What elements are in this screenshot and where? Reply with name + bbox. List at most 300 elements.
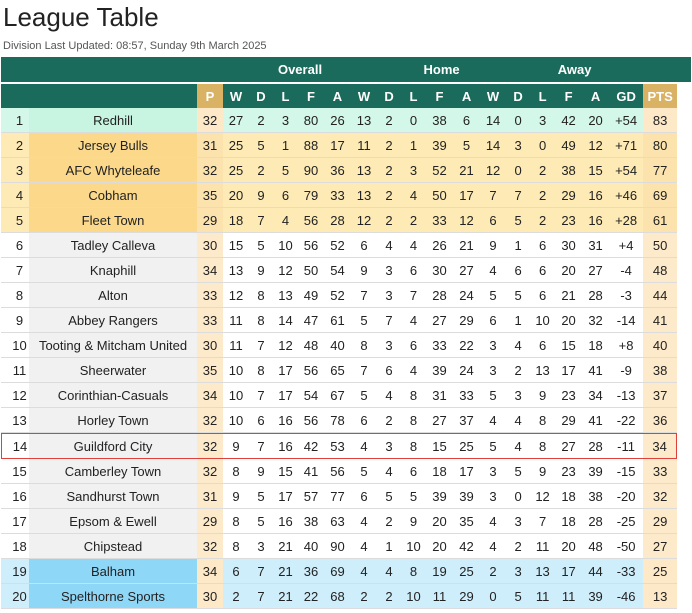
- stat-cell-gd: +28: [609, 208, 643, 233]
- stat-cell-away-f: 21: [555, 283, 582, 308]
- stat-cell-pts: 29: [643, 509, 677, 534]
- stat-cell-p: 31: [197, 133, 223, 158]
- table-row: [1, 383, 691, 408]
- stat-cell-home-l: 4: [401, 183, 426, 208]
- stat-cell-overall-f: 80: [298, 108, 324, 133]
- stat-cell-overall-w: 27: [223, 108, 249, 133]
- position-cell: 9: [1, 308, 29, 333]
- stat-cell-overall-d: 2: [249, 108, 273, 133]
- stat-cell-home-a: 21: [453, 233, 480, 258]
- stat-cell-home-a: 39: [453, 484, 480, 509]
- table-row: [1, 283, 691, 308]
- stat-cell-overall-d: 5: [249, 133, 273, 158]
- stat-cell-overall-l: 10: [273, 233, 298, 258]
- team-name-link[interactable]: Epsom & Ewell: [29, 509, 197, 534]
- stat-cell-home-w: 4: [351, 433, 377, 459]
- stat-cell-away-a: 28: [582, 433, 609, 459]
- stat-cell-home-d: 4: [377, 233, 401, 258]
- stat-cell-p: 35: [197, 183, 223, 208]
- stat-cell-home-a: 25: [453, 433, 480, 459]
- stat-cell-away-w: 2: [480, 559, 506, 584]
- group-header-overall: Overall: [223, 57, 377, 84]
- stat-cell-home-w: 13: [351, 158, 377, 183]
- group-header-home: Home: [377, 57, 506, 84]
- stat-cell-home-w: 8: [351, 333, 377, 358]
- stat-cell-overall-w: 9: [223, 484, 249, 509]
- stat-cell-home-f: 20: [426, 509, 453, 534]
- stat-cell-away-a: 16: [582, 208, 609, 233]
- stat-cell-away-w: 6: [480, 308, 506, 333]
- stat-cell-overall-w: 15: [223, 233, 249, 258]
- team-name-link[interactable]: Chipstead: [29, 534, 197, 559]
- stat-cell-p: 29: [197, 208, 223, 233]
- position-cell: 2: [1, 133, 29, 158]
- stat-cell-overall-w: 11: [223, 308, 249, 333]
- stat-cell-overall-a: 52: [324, 233, 351, 258]
- stat-cell-overall-l: 13: [273, 283, 298, 308]
- stat-cell-p: 32: [197, 108, 223, 133]
- stat-cell-away-w: 5: [480, 283, 506, 308]
- stat-cell-home-a: 42: [453, 534, 480, 559]
- column-header-position: [1, 84, 29, 108]
- stat-cell-home-l: 4: [401, 308, 426, 333]
- stat-cell-away-d: 3: [506, 133, 530, 158]
- stat-cell-home-d: 2: [377, 133, 401, 158]
- stat-cell-overall-w: 10: [223, 408, 249, 433]
- stat-cell-overall-a: 17: [324, 133, 351, 158]
- stat-cell-gd: -13: [609, 383, 643, 408]
- table-row: [1, 408, 691, 433]
- stat-cell-overall-d: 2: [249, 158, 273, 183]
- stat-cell-overall-w: 2: [223, 584, 249, 609]
- stat-cell-overall-w: 18: [223, 208, 249, 233]
- stat-cell-away-a: 34: [582, 383, 609, 408]
- stat-cell-away-l: 0: [530, 133, 555, 158]
- table-row: [1, 584, 691, 609]
- stat-cell-home-f: 33: [426, 333, 453, 358]
- stat-cell-overall-d: 9: [249, 183, 273, 208]
- stat-cell-home-a: 12: [453, 208, 480, 233]
- stat-cell-pts: 32: [643, 484, 677, 509]
- stat-cell-home-l: 7: [401, 283, 426, 308]
- stat-cell-away-w: 4: [480, 408, 506, 433]
- stat-cell-home-a: 22: [453, 333, 480, 358]
- stat-cell-overall-d: 5: [249, 484, 273, 509]
- stat-cell-away-d: 6: [506, 258, 530, 283]
- stat-cell-pts: 38: [643, 358, 677, 383]
- team-name-link[interactable]: Guildford City: [29, 433, 197, 459]
- stat-cell-overall-l: 21: [273, 559, 298, 584]
- stat-cell-p: 34: [197, 383, 223, 408]
- stat-cell-away-f: 30: [555, 233, 582, 258]
- stat-cell-p: 35: [197, 358, 223, 383]
- stat-cell-overall-d: 9: [249, 258, 273, 283]
- stat-cell-overall-d: 3: [249, 534, 273, 559]
- stat-cell-home-w: 6: [351, 408, 377, 433]
- stat-cell-gd: -3: [609, 283, 643, 308]
- stat-cell-away-a: 39: [582, 584, 609, 609]
- stat-cell-away-f: 29: [555, 408, 582, 433]
- stat-cell-overall-a: 53: [324, 433, 351, 459]
- stat-cell-overall-l: 17: [273, 358, 298, 383]
- table-row: [1, 509, 691, 534]
- stat-cell-away-w: 3: [480, 333, 506, 358]
- stat-cell-overall-l: 12: [273, 258, 298, 283]
- table-row: [1, 183, 691, 208]
- stat-cell-away-d: 4: [506, 333, 530, 358]
- column-header-away-w: W: [480, 84, 506, 108]
- column-header-overall-l: L: [273, 84, 298, 108]
- stat-cell-overall-a: 52: [324, 283, 351, 308]
- stat-cell-home-a: 29: [453, 584, 480, 609]
- stat-cell-overall-l: 16: [273, 509, 298, 534]
- stat-cell-home-d: 2: [377, 509, 401, 534]
- stat-cell-home-l: 10: [401, 534, 426, 559]
- stat-cell-home-a: 17: [453, 183, 480, 208]
- stat-cell-away-f: 11: [555, 584, 582, 609]
- stat-cell-home-w: 5: [351, 383, 377, 408]
- stat-cell-overall-a: 65: [324, 358, 351, 383]
- column-header-gd: GD: [609, 84, 643, 108]
- stat-cell-home-l: 4: [401, 358, 426, 383]
- table-row: [1, 133, 691, 158]
- stat-cell-away-l: 6: [530, 333, 555, 358]
- stat-cell-overall-a: 33: [324, 183, 351, 208]
- stat-cell-away-l: 6: [530, 233, 555, 258]
- stat-cell-home-l: 5: [401, 484, 426, 509]
- team-name-link[interactable]: Redhill: [29, 108, 197, 133]
- table-row: [1, 459, 691, 484]
- stat-cell-away-l: 9: [530, 459, 555, 484]
- stat-cell-p: 32: [197, 534, 223, 559]
- column-header-home-w: W: [351, 84, 377, 108]
- stat-cell-away-w: 4: [480, 509, 506, 534]
- stat-cell-p: 33: [197, 308, 223, 333]
- stat-cell-overall-f: 49: [298, 283, 324, 308]
- stat-cell-away-l: 6: [530, 258, 555, 283]
- stat-cell-p: 30: [197, 584, 223, 609]
- team-name-link[interactable]: Balham: [29, 559, 197, 584]
- column-header-overall-w: W: [223, 84, 249, 108]
- stat-cell-overall-w: 25: [223, 158, 249, 183]
- stat-cell-away-d: 5: [506, 283, 530, 308]
- stat-cell-overall-a: 36: [324, 158, 351, 183]
- stat-cell-overall-f: 50: [298, 258, 324, 283]
- stat-cell-pts: 41: [643, 308, 677, 333]
- team-name-link[interactable]: Horley Town: [29, 408, 197, 433]
- stat-cell-overall-a: 61: [324, 308, 351, 333]
- stat-cell-overall-w: 11: [223, 333, 249, 358]
- stat-cell-away-f: 20: [555, 308, 582, 333]
- stat-cell-home-f: 39: [426, 358, 453, 383]
- stat-cell-overall-l: 5: [273, 158, 298, 183]
- stat-cell-home-w: 12: [351, 208, 377, 233]
- stat-cell-pts: 37: [643, 383, 677, 408]
- team-name-link[interactable]: Sheerwater: [29, 358, 197, 383]
- column-header-away-a: A: [582, 84, 609, 108]
- stat-cell-away-w: 4: [480, 258, 506, 283]
- stat-cell-away-a: 32: [582, 308, 609, 333]
- team-name-link[interactable]: Knaphill: [29, 258, 197, 283]
- stat-cell-home-d: 4: [377, 383, 401, 408]
- stat-cell-home-f: 38: [426, 108, 453, 133]
- stat-cell-gd: -22: [609, 408, 643, 433]
- stat-cell-home-w: 7: [351, 283, 377, 308]
- table-row: [1, 208, 691, 233]
- stat-cell-overall-f: 36: [298, 559, 324, 584]
- stat-cell-home-f: 33: [426, 208, 453, 233]
- stat-cell-away-f: 18: [555, 484, 582, 509]
- stat-cell-away-a: 41: [582, 358, 609, 383]
- stat-cell-home-d: 2: [377, 208, 401, 233]
- stat-cell-home-w: 6: [351, 484, 377, 509]
- stat-cell-overall-d: 7: [249, 433, 273, 459]
- stat-cell-overall-a: 54: [324, 258, 351, 283]
- stat-cell-home-l: 6: [401, 459, 426, 484]
- stat-cell-away-l: 11: [530, 534, 555, 559]
- stat-cell-away-w: 0: [480, 584, 506, 609]
- stat-cell-overall-d: 7: [249, 559, 273, 584]
- team-name-link[interactable]: Spelthorne Sports: [29, 584, 197, 609]
- stat-cell-pts: 33: [643, 459, 677, 484]
- stat-cell-away-d: 1: [506, 308, 530, 333]
- stat-cell-overall-a: 26: [324, 108, 351, 133]
- stat-cell-home-l: 1: [401, 133, 426, 158]
- stat-cell-p: 31: [197, 484, 223, 509]
- stat-cell-overall-f: 56: [298, 358, 324, 383]
- group-header-spacer: [1, 57, 223, 84]
- position-cell: 5: [1, 208, 29, 233]
- stat-cell-home-l: 6: [401, 258, 426, 283]
- team-name-link[interactable]: Camberley Town: [29, 459, 197, 484]
- stat-cell-overall-l: 17: [273, 484, 298, 509]
- team-name-link[interactable]: Tooting & Mitcham United: [29, 333, 197, 358]
- stat-cell-away-l: 8: [530, 408, 555, 433]
- stat-cell-gd: +4: [609, 233, 643, 258]
- stat-cell-away-w: 9: [480, 233, 506, 258]
- stat-cell-pts: 50: [643, 233, 677, 258]
- stat-cell-away-a: 31: [582, 233, 609, 258]
- table-row: [1, 158, 691, 183]
- stat-cell-away-d: 5: [506, 584, 530, 609]
- team-name-link[interactable]: Alton: [29, 283, 197, 308]
- stat-cell-p: 32: [197, 408, 223, 433]
- table-row: [1, 433, 691, 459]
- stat-cell-away-a: 15: [582, 158, 609, 183]
- stat-cell-overall-d: 7: [249, 208, 273, 233]
- stat-cell-gd: +54: [609, 158, 643, 183]
- stat-cell-away-w: 3: [480, 459, 506, 484]
- stat-cell-away-w: 14: [480, 133, 506, 158]
- stat-cell-home-a: 17: [453, 459, 480, 484]
- stat-cell-away-d: 3: [506, 509, 530, 534]
- column-header-away-l: L: [530, 84, 555, 108]
- stat-cell-home-a: 6: [453, 108, 480, 133]
- stat-cell-pts: 83: [643, 108, 677, 133]
- stat-cell-overall-w: 8: [223, 459, 249, 484]
- stat-cell-away-f: 17: [555, 358, 582, 383]
- stat-cell-overall-f: 54: [298, 383, 324, 408]
- stat-cell-away-w: 4: [480, 534, 506, 559]
- team-name-link[interactable]: Tadley Calleva: [29, 233, 197, 258]
- stat-cell-overall-a: 56: [324, 459, 351, 484]
- team-name-link[interactable]: Fleet Town: [29, 208, 197, 233]
- stat-cell-home-d: 7: [377, 308, 401, 333]
- stat-cell-overall-w: 8: [223, 534, 249, 559]
- stat-cell-away-d: 7: [506, 183, 530, 208]
- stat-cell-overall-f: 47: [298, 308, 324, 333]
- position-cell: 17: [1, 509, 29, 534]
- stat-cell-home-d: 4: [377, 459, 401, 484]
- stat-cell-away-a: 28: [582, 509, 609, 534]
- stat-cell-pts: 48: [643, 258, 677, 283]
- position-cell: 8: [1, 283, 29, 308]
- stat-cell-home-f: 50: [426, 183, 453, 208]
- stat-cell-overall-d: 7: [249, 383, 273, 408]
- stat-cell-pts: 34: [643, 433, 677, 459]
- stat-cell-gd: -9: [609, 358, 643, 383]
- position-cell: 19: [1, 559, 29, 584]
- stat-cell-pts: 80: [643, 133, 677, 158]
- stat-cell-home-a: 33: [453, 383, 480, 408]
- stat-cell-overall-d: 7: [249, 584, 273, 609]
- position-cell: 1: [1, 108, 29, 133]
- stat-cell-gd: -50: [609, 534, 643, 559]
- team-name-link[interactable]: AFC Whyteleafe: [29, 158, 197, 183]
- stat-cell-overall-l: 21: [273, 584, 298, 609]
- stat-cell-away-l: 12: [530, 484, 555, 509]
- stat-cell-away-a: 27: [582, 258, 609, 283]
- stat-cell-away-l: 13: [530, 358, 555, 383]
- position-cell: 16: [1, 484, 29, 509]
- stat-cell-away-w: 3: [480, 484, 506, 509]
- stat-cell-overall-d: 6: [249, 408, 273, 433]
- stat-cell-overall-l: 6: [273, 183, 298, 208]
- stat-cell-home-f: 15: [426, 433, 453, 459]
- position-cell: 14: [1, 433, 29, 459]
- position-cell: 13: [1, 408, 29, 433]
- team-name-link[interactable]: Corinthian-Casuals: [29, 383, 197, 408]
- stat-cell-home-a: 5: [453, 133, 480, 158]
- stat-cell-home-f: 27: [426, 408, 453, 433]
- stat-cell-p: 30: [197, 333, 223, 358]
- column-header-home-d: D: [377, 84, 401, 108]
- stat-cell-away-l: 7: [530, 509, 555, 534]
- stat-cell-home-a: 27: [453, 258, 480, 283]
- stat-cell-home-l: 4: [401, 233, 426, 258]
- stat-cell-away-l: 9: [530, 383, 555, 408]
- stat-cell-overall-w: 12: [223, 283, 249, 308]
- stat-cell-home-w: 11: [351, 133, 377, 158]
- stat-cell-overall-d: 5: [249, 509, 273, 534]
- position-cell: 11: [1, 358, 29, 383]
- stat-cell-away-a: 38: [582, 484, 609, 509]
- stat-cell-away-d: 3: [506, 559, 530, 584]
- team-name-link[interactable]: Sandhurst Town: [29, 484, 197, 509]
- stat-cell-home-f: 19: [426, 559, 453, 584]
- team-name-link[interactable]: Abbey Rangers: [29, 308, 197, 333]
- stat-cell-overall-d: 9: [249, 459, 273, 484]
- column-header-row: [1, 84, 691, 108]
- stat-cell-away-f: 38: [555, 158, 582, 183]
- stat-cell-home-w: 9: [351, 258, 377, 283]
- stat-cell-pts: 69: [643, 183, 677, 208]
- stat-cell-home-l: 10: [401, 584, 426, 609]
- stat-cell-away-l: 8: [530, 433, 555, 459]
- stat-cell-overall-f: 79: [298, 183, 324, 208]
- league-table: [1, 57, 691, 609]
- stat-cell-away-f: 49: [555, 133, 582, 158]
- stat-cell-home-a: 24: [453, 283, 480, 308]
- stat-cell-home-f: 11: [426, 584, 453, 609]
- stat-cell-away-w: 12: [480, 158, 506, 183]
- table-row: [1, 333, 691, 358]
- column-header-away-f: F: [555, 84, 582, 108]
- column-header-away-d: D: [506, 84, 530, 108]
- stat-cell-overall-f: 56: [298, 208, 324, 233]
- stat-cell-home-f: 30: [426, 258, 453, 283]
- stat-cell-pts: 13: [643, 584, 677, 609]
- stat-cell-overall-l: 16: [273, 408, 298, 433]
- stat-cell-overall-a: 28: [324, 208, 351, 233]
- stat-cell-overall-w: 25: [223, 133, 249, 158]
- stat-cell-overall-f: 56: [298, 233, 324, 258]
- stat-cell-pts: 40: [643, 333, 677, 358]
- position-cell: 12: [1, 383, 29, 408]
- stat-cell-p: 29: [197, 509, 223, 534]
- stat-cell-overall-f: 88: [298, 133, 324, 158]
- stat-cell-away-f: 18: [555, 509, 582, 534]
- stat-cell-overall-d: 5: [249, 233, 273, 258]
- stat-cell-overall-a: 67: [324, 383, 351, 408]
- column-header-overall-d: D: [249, 84, 273, 108]
- stat-cell-pts: 36: [643, 408, 677, 433]
- stat-cell-home-l: 8: [401, 433, 426, 459]
- stat-cell-home-d: 3: [377, 333, 401, 358]
- stat-cell-overall-d: 8: [249, 308, 273, 333]
- position-cell: 20: [1, 584, 29, 609]
- stat-cell-home-f: 39: [426, 133, 453, 158]
- table-row: [1, 308, 691, 333]
- position-cell: 3: [1, 158, 29, 183]
- team-name-link[interactable]: Jersey Bulls: [29, 133, 197, 158]
- stat-cell-pts: 77: [643, 158, 677, 183]
- stat-cell-home-l: 8: [401, 408, 426, 433]
- page-title: League Table: [3, 2, 159, 32]
- stat-cell-away-d: 4: [506, 408, 530, 433]
- column-header-p: P: [197, 84, 223, 108]
- stat-cell-away-l: 2: [530, 208, 555, 233]
- team-name-link[interactable]: Cobham: [29, 183, 197, 208]
- stat-cell-home-l: 6: [401, 333, 426, 358]
- stat-cell-away-a: 44: [582, 559, 609, 584]
- stat-cell-overall-a: 68: [324, 584, 351, 609]
- stat-cell-p: 33: [197, 283, 223, 308]
- stat-cell-home-w: 4: [351, 509, 377, 534]
- stat-cell-away-l: 2: [530, 183, 555, 208]
- stat-cell-overall-a: 63: [324, 509, 351, 534]
- stat-cell-home-l: 2: [401, 208, 426, 233]
- stat-cell-pts: 44: [643, 283, 677, 308]
- position-cell: 15: [1, 459, 29, 484]
- stat-cell-away-d: 1: [506, 233, 530, 258]
- stat-cell-home-l: 0: [401, 108, 426, 133]
- stat-cell-home-a: 25: [453, 559, 480, 584]
- stat-cell-away-d: 5: [506, 208, 530, 233]
- table-row: [1, 358, 691, 383]
- position-cell: 10: [1, 333, 29, 358]
- stat-cell-overall-f: 22: [298, 584, 324, 609]
